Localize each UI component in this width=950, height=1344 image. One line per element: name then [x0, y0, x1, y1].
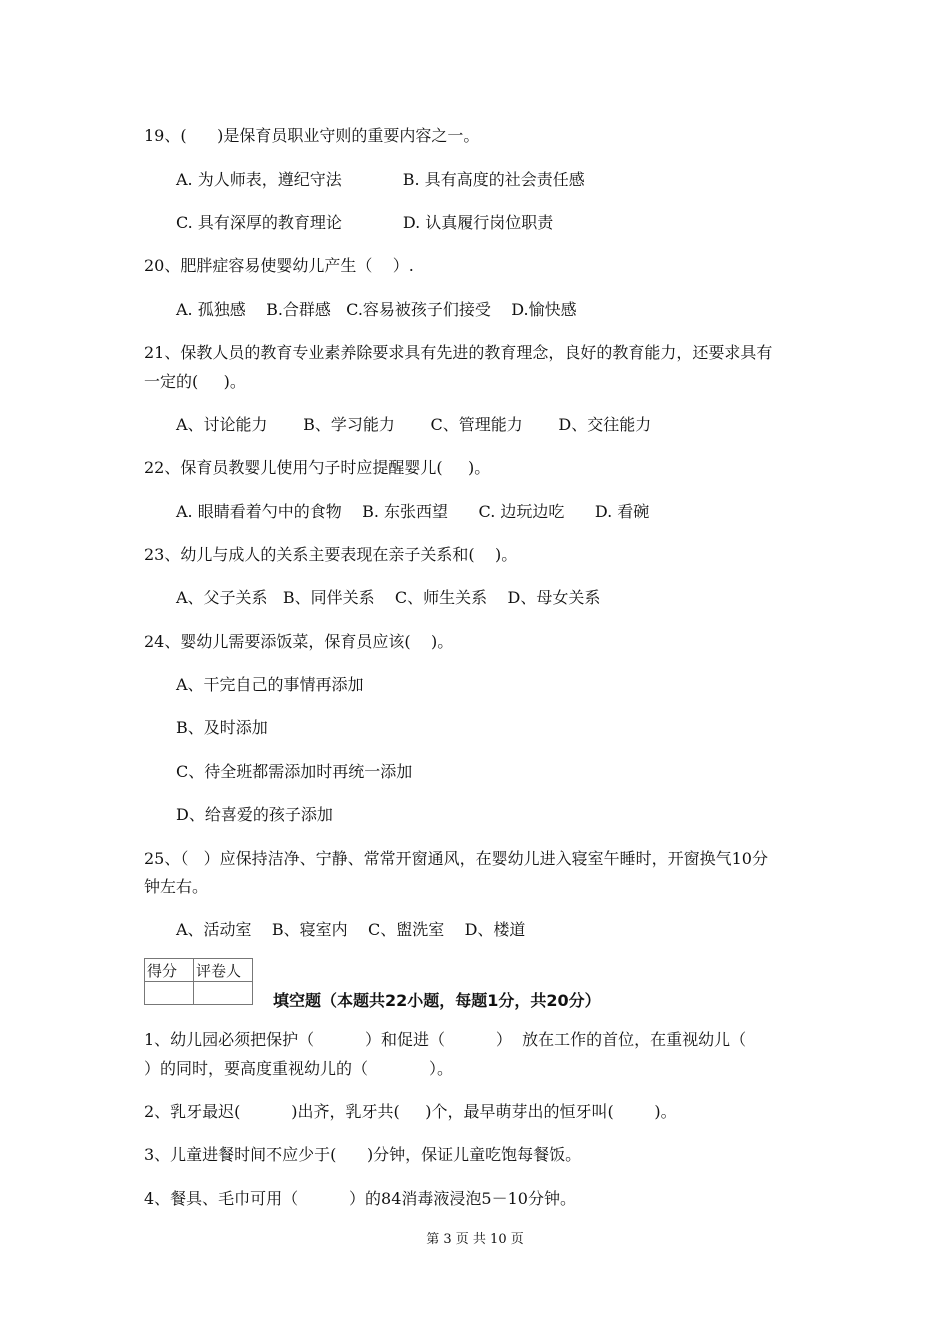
fill-question-1-line2: ）的同时，要高度重视幼儿的（ ）。 [144, 1059, 454, 1078]
section-title: 填空题（本题共22小题，每题1分，共20分） [273, 991, 601, 1010]
grader-header: 评卷人 [194, 959, 253, 982]
question-24-option-d: D、给喜爱的孩子添加 [176, 805, 333, 824]
question-24-option-c: C、待全班都需添加时再统一添加 [176, 762, 413, 781]
score-header: 得分 [145, 959, 194, 982]
score-table [144, 958, 253, 1005]
fill-question-2: 2、乳牙最迟( )出齐，乳牙共( )个，最早萌芽出的恒牙叫( )。 [144, 1102, 677, 1121]
question-21-options: A、讨论能力 B、学习能力 C、管理能力 D、交往能力 [176, 415, 652, 434]
fill-question-1-line1: 1、幼儿园必须把保护（ ）和促进（ ） 放在工作的首位，在重视幼儿（ [144, 1030, 747, 1049]
question-22-options: A. 眼睛看着勺中的食物 B. 东张西望 C. 边玩边吃 D. 看碗 [176, 502, 650, 521]
grader-cell[interactable] [194, 982, 253, 1005]
fill-question-3: 3、儿童进餐时间不应少于( )分钟，保证儿童吃饱每餐饭。 [144, 1145, 582, 1164]
question-22-stem: 22、保育员教婴儿使用勺子时应提醒婴儿( )。 [144, 458, 491, 477]
question-20-options: A. 孤独感 B.合群感 C.容易被孩子们接受 D.愉快感 [176, 300, 577, 319]
question-19-stem: 19、( )是保育员职业守则的重要内容之一。 [144, 126, 480, 145]
question-25-options: A、活动室 B、寝室内 C、盥洗室 D、楼道 [176, 920, 526, 939]
question-23-stem: 23、幼儿与成人的关系主要表现在亲子关系和( )。 [144, 545, 518, 564]
question-19-options-ab: A. 为人师表，遵纪守法 B. 具有高度的社会责任感 [176, 170, 585, 189]
question-21-stem-line1: 21、保教人员的教育专业素养除要求具有先进的教育理念，良好的教育能力，还要求具有 [144, 343, 773, 362]
question-24-option-a: A、干完自己的事情再添加 [176, 675, 364, 694]
question-25-stem-line2: 钟左右。 [144, 877, 209, 896]
question-24-option-b: B、及时添加 [176, 718, 268, 737]
question-20-stem: 20、肥胖症容易使婴幼儿产生（ ）. [144, 256, 414, 275]
page-footer: 第 3 页 共 10 页 [426, 1232, 524, 1247]
question-23-options: A、父子关系 B、同伴关系 C、师生关系 D、母女关系 [176, 588, 601, 607]
question-25-stem-line1: 25、（ ）应保持洁净、宁静、常常开窗通风，在婴幼儿进入寝室午睡时，开窗换气10分 [144, 849, 768, 868]
score-cell[interactable] [145, 982, 194, 1005]
question-24-stem: 24、婴幼儿需要添饭菜，保育员应该( )。 [144, 632, 454, 651]
question-19-options-cd: C. 具有深厚的教育理论 D. 认真履行岗位职责 [176, 213, 554, 232]
fill-question-4: 4、餐具、毛巾可用（ ）的84消毒液浸泡5－10分钟。 [144, 1189, 576, 1208]
question-21-stem-line2: 一定的( )。 [144, 372, 246, 391]
